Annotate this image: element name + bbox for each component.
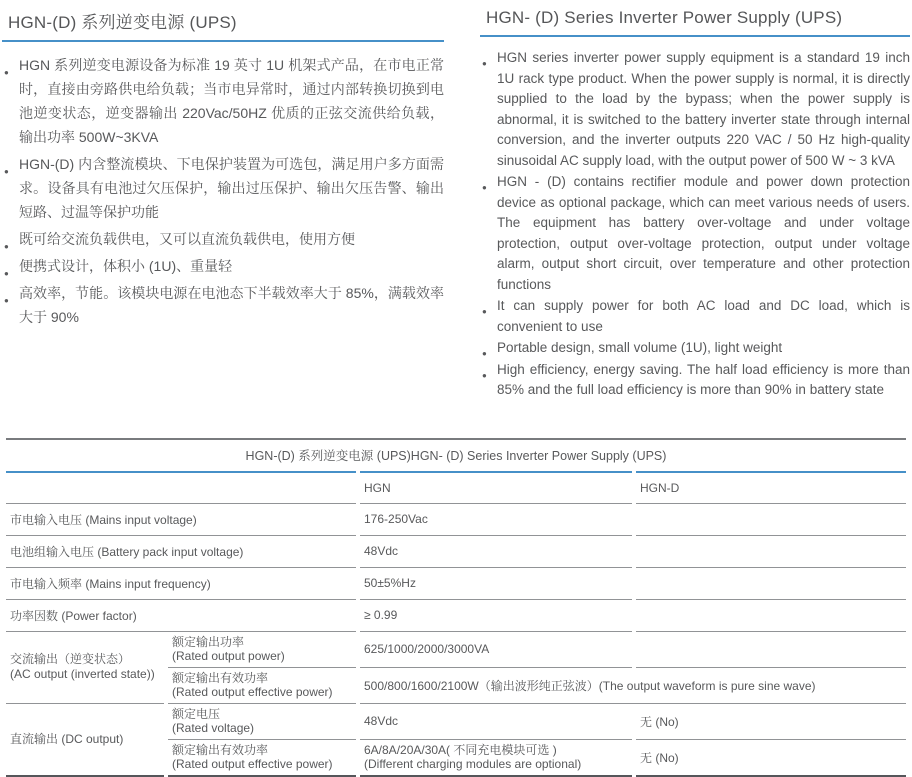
spec-sub-label — [168, 740, 356, 777]
sub-label-en: (Rated output effective power) — [172, 684, 333, 699]
group-label-zh: 直流输出 (DC output) — [10, 731, 124, 746]
product-datasheet — [2, 6, 910, 777]
spec-row-battery-input-voltage — [6, 536, 906, 568]
english-feature-item: ● Portable design, small volume (1U), light weight — [480, 338, 910, 359]
spec-table-title-row — [6, 438, 906, 471]
col-header-hgn: HGN — [360, 471, 632, 504]
spec-value-hgn-d — [636, 504, 906, 536]
spec-row-mains-input-frequency — [6, 568, 906, 600]
spec-table-title: HGN-(D) 系列逆变电源 (UPS)HGN- (D) Series Inverter Power Supply (UPS) — [6, 438, 906, 471]
sub-label-zh: 额定输出功率 — [172, 634, 245, 649]
spec-row-mains-input-voltage — [6, 504, 906, 536]
spec-value-hgn-d: 无 (No) — [636, 740, 906, 777]
english-feature-item: ● It can supply power for both AC load and DC load, which is convenient to use — [480, 296, 910, 337]
spec-row-label: 市电输入电压 (Mains input voltage) — [6, 504, 356, 536]
col-header-hgn-d: HGN-D — [636, 471, 906, 504]
spec-value-hgn-zh: 6A/8A/20A/30A( 不同充电模块可选 ) — [364, 742, 557, 757]
spec-value-hgn-d — [636, 632, 906, 668]
spec-value-hgn-d — [636, 536, 906, 568]
spec-row-label: 功率因数 (Power factor) — [6, 600, 356, 632]
spec-value-hgn — [360, 740, 632, 777]
group-label-dc-output — [6, 704, 164, 777]
spec-row-power-factor — [6, 600, 906, 632]
sub-label-zh: 额定输出有效功率 — [172, 670, 269, 685]
spec-value-hgn: 625/1000/2000/3000VA — [360, 632, 632, 668]
english-feature-item: ● HGN series inverter power supply equipment is a standard 19 inch 1U rack type product. When the power supply is normal, it is directly supplied to the load by the bypass; when the power supply is abnormal, it is switched to the battery inverter state through internal conversion, and the inverter outputs 220 VAC / 50 Hz high-quality sinusoidal AC supply load, with the output power of 500 W ~ 3 kVA — [480, 48, 910, 171]
group-label-en: (AC output (inverted state)) — [10, 667, 155, 681]
chinese-feature-item: ● 既可给交流负载供电，又可以直流负载供电，使用方便 — [2, 227, 444, 251]
spec-value-hgn-d — [636, 568, 906, 600]
chinese-feature-item: ● 便携式设计，体积小 (1U)、重量轻 — [2, 254, 444, 278]
spec-row-label: 电池组输入电压 (Battery pack input voltage) — [6, 536, 356, 568]
spec-value-hgn: 50±5%Hz — [360, 568, 632, 600]
group-label-ac-output — [6, 632, 164, 704]
spec-table-header-row — [6, 471, 906, 504]
spec-sub-label — [168, 668, 356, 704]
spec-row-rated-output-power — [6, 632, 906, 668]
feature-columns — [2, 6, 910, 402]
spec-value-hgn-en: (Different charging modules are optional) — [364, 756, 582, 771]
spec-value-hgn: 48Vdc — [360, 536, 632, 568]
sub-label-zh: 额定输出有效功率 — [172, 742, 269, 757]
spec-row-label: 市电输入频率 (Mains input frequency) — [6, 568, 356, 600]
english-feature-item: ● High efficiency, energy saving. The half load efficiency is more than 85% and the full load efficiency is more than 90% in battery state — [480, 360, 910, 401]
spec-sub-label — [168, 704, 356, 740]
english-feature-list — [480, 48, 910, 401]
english-spec-section — [480, 6, 910, 402]
chinese-section-title: HGN-(D) 系列逆变电源 (UPS) — [2, 6, 444, 42]
english-feature-item: ● HGN - (D) contains rectifier module and power down protection device as optional package, which can meet various needs of users. The equipment has battery over-voltage and under voltage protection, output over-voltage protection, output under voltage alarm, output short circuit, over temperature and other protection functions — [480, 172, 910, 295]
sub-label-en: (Rated voltage) — [172, 720, 255, 735]
sub-label-zh: 额定电压 — [172, 706, 221, 721]
chinese-feature-list — [2, 53, 444, 329]
spec-value-shared: 500/800/1600/2100W（输出波形纯正弦波）(The output waveform is pure sine wave) — [360, 668, 906, 704]
group-label-zh: 交流输出（逆变状态） — [10, 652, 131, 666]
english-section-title: HGN- (D) Series Inverter Power Supply (UPS) — [480, 6, 910, 37]
chinese-feature-item: ● HGN-(D) 内含整流模块、下电保护装置为可选包，满足用户多方面需求。设备具有电池过欠压保护，输出过压保护、输出欠压告警、输出短路、过温等保护功能 — [2, 152, 444, 224]
chinese-feature-item: ● HGN 系列逆变电源设备为标准 19 英寸 1U 机架式产品，在市电正常时，直接由旁路供电给负载；当市电异常时，通过内部转换切换到电池逆变状态，逆变器输出 220Vac/50HZ 优质的正弦交流供给负载，输出功率 500W~3KVA — [2, 53, 444, 149]
spec-value-hgn: 48Vdc — [360, 704, 632, 740]
spec-row-rated-voltage — [6, 704, 906, 740]
sub-label-en: (Rated output power) — [172, 648, 285, 663]
header-spacer-cell — [6, 471, 356, 504]
sub-label-en: (Rated output effective power) — [172, 756, 333, 771]
spec-value-hgn: ≥ 0.99 — [360, 600, 632, 632]
chinese-feature-item: ● 高效率，节能。该模块电源在电池态下半载效率大于 85%，满载效率大于 90% — [2, 281, 444, 329]
spec-table — [2, 438, 910, 777]
spec-value-hgn: 176-250Vac — [360, 504, 632, 536]
chinese-spec-section — [2, 6, 444, 402]
spec-value-hgn-d — [636, 600, 906, 632]
spec-value-hgn-d: 无 (No) — [636, 704, 906, 740]
spec-sub-label — [168, 632, 356, 668]
